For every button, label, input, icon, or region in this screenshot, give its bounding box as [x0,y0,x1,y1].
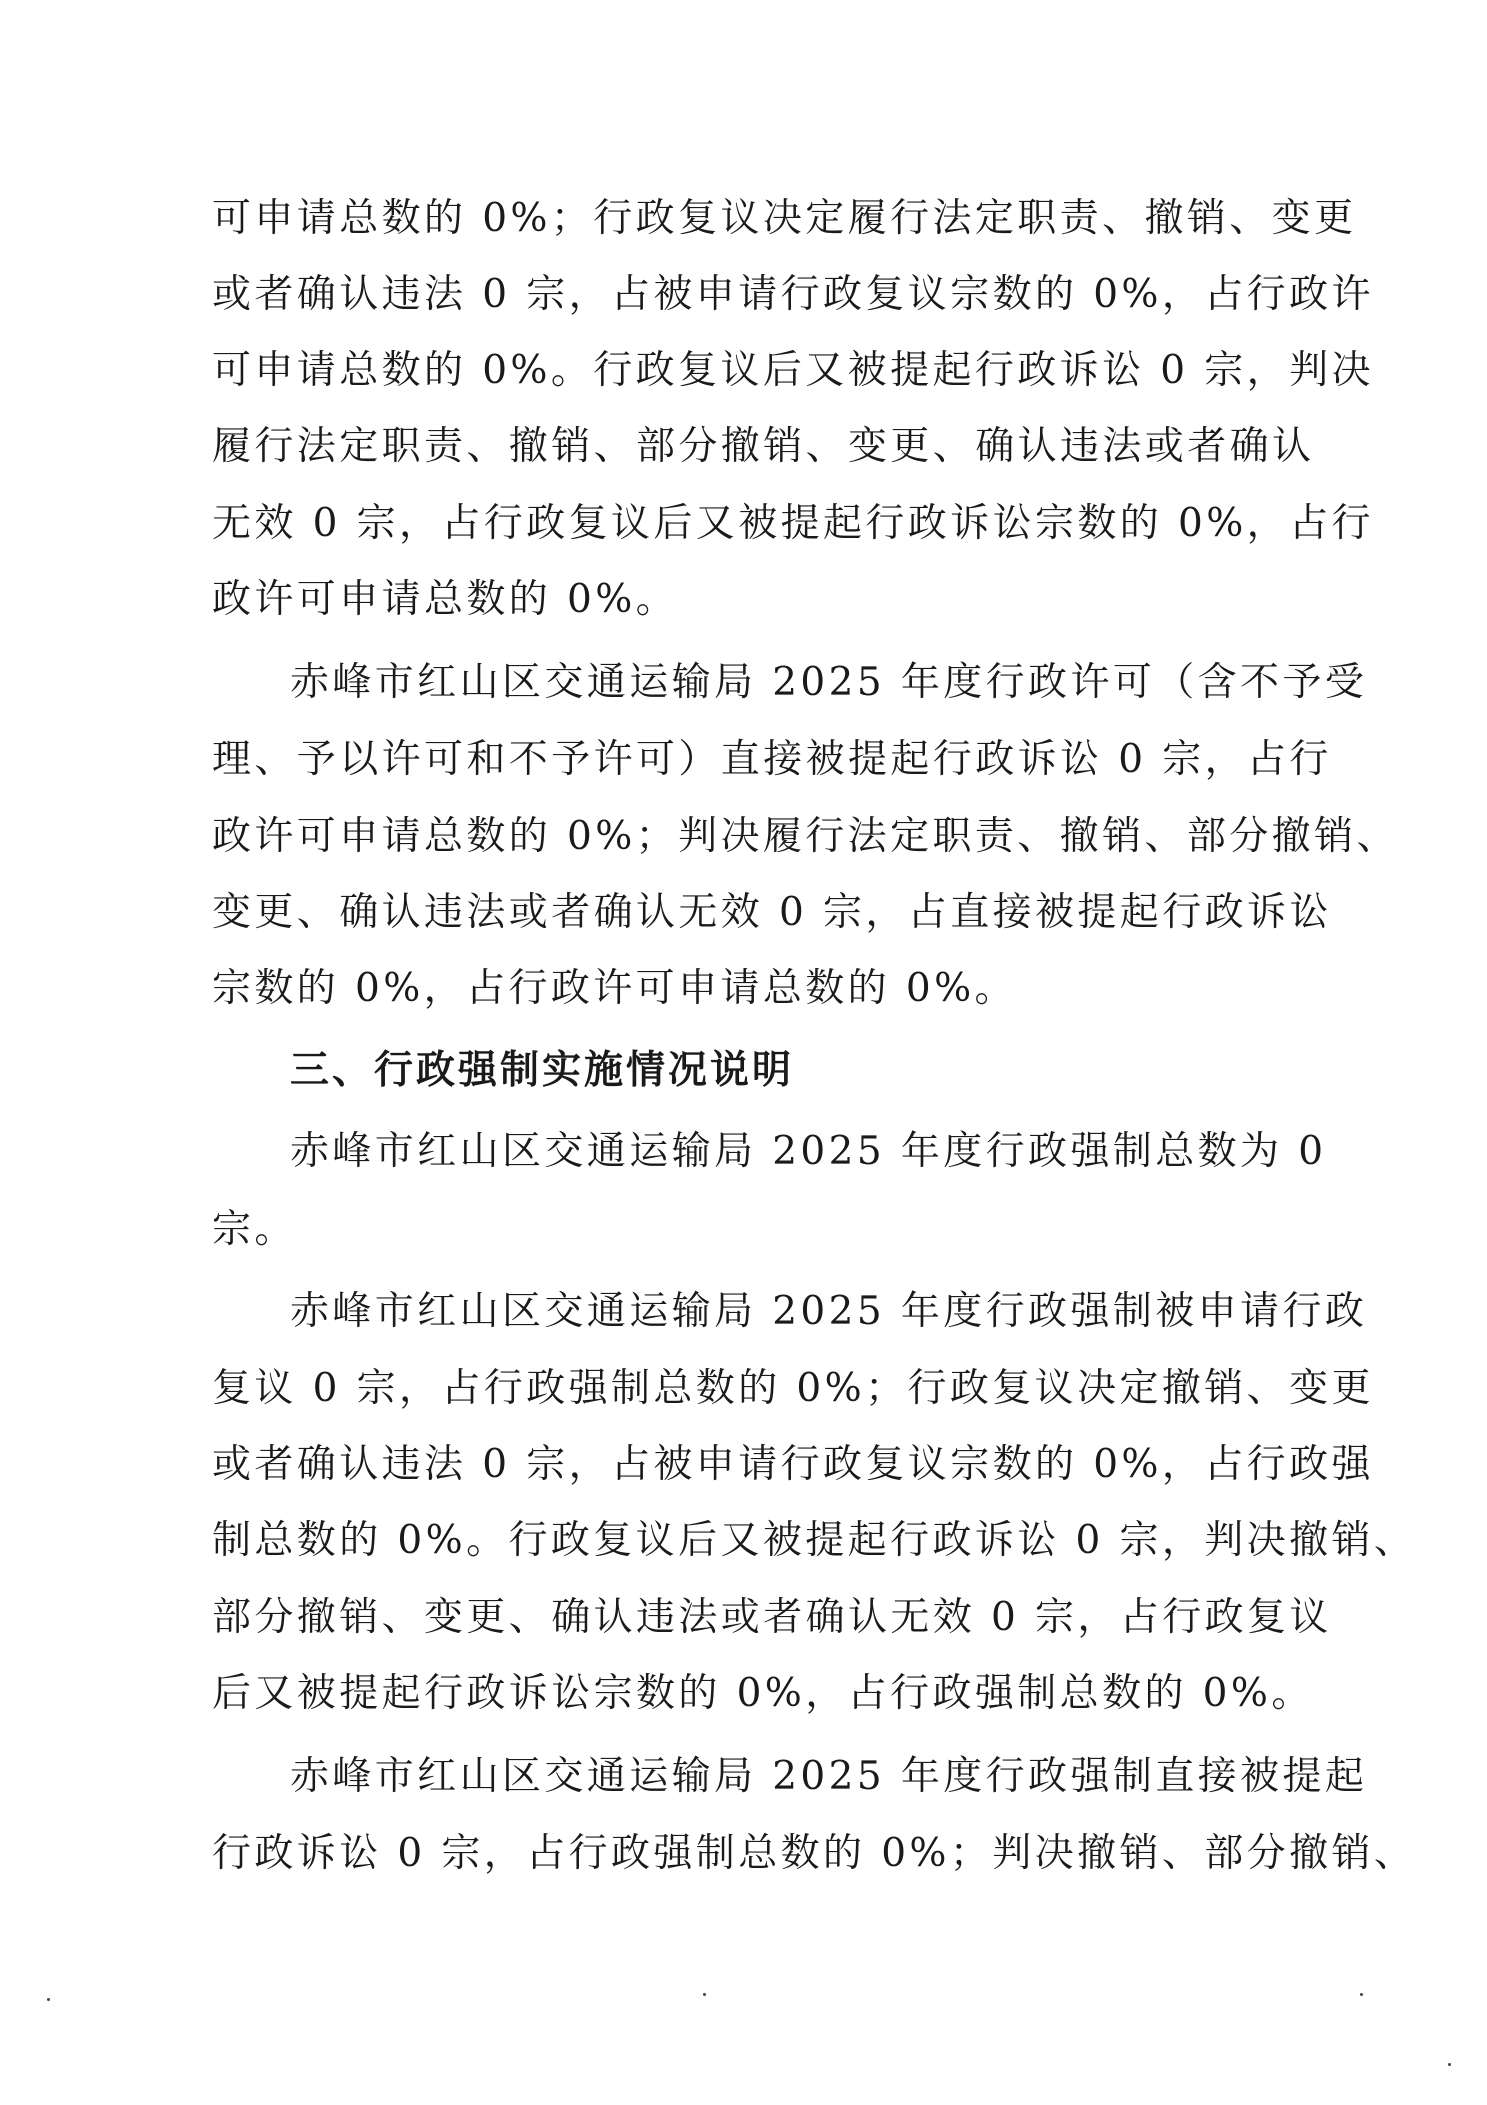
text-line: 理、予以许可和不予许可）直接被提起行政诉讼 0 宗，占行 [212,737,1332,782]
text-line: 后又被提起行政诉讼宗数的 0%，占行政强制总数的 0%。 [212,1671,1314,1716]
text-line: 宗。 [212,1207,297,1252]
text-line: 可申请总数的 0%。行政复议后又被提起行政诉讼 0 宗，判决 [212,348,1374,393]
scan-speck [47,1998,50,2001]
text-line: 部分撤销、变更、确认违法或者确认无效 0 宗，占行政复议 [212,1595,1332,1640]
scan-speck [1448,2063,1451,2066]
scan-speck [703,1993,706,1996]
text-line: 变更、确认违法或者确认无效 0 宗，占直接被提起行政诉讼 [212,890,1332,935]
text-line: 可申请总数的 0%；行政复议决定履行法定职责、撤销、变更 [212,196,1357,241]
text-line: 赤峰市红山区交通运输局 2025 年度行政强制直接被提起 [290,1754,1368,1799]
text-line: 赤峰市红山区交通运输局 2025 年度行政强制被申请行政 [290,1289,1368,1334]
text-line: 或者确认违法 0 宗，占被申请行政复议宗数的 0%，占行政强 [212,1442,1374,1487]
text-line: 行政诉讼 0 宗，占行政强制总数的 0%；判决撤销、部分撤销、 [212,1831,1417,1876]
text-line: 制总数的 0%。行政复议后又被提起行政诉讼 0 宗，判决撤销、 [212,1518,1417,1563]
text-line: 政许可申请总数的 0%。 [212,577,679,622]
text-line: 赤峰市红山区交通运输局 2025 年度行政强制总数为 0 [290,1129,1327,1174]
section-heading: 三、行政强制实施情况说明 [290,1048,795,1093]
text-line: 宗数的 0%，占行政许可申请总数的 0%。 [212,966,1017,1011]
text-line: 无效 0 宗，占行政复议后又被提起行政诉讼宗数的 0%，占行 [212,501,1374,546]
text-line: 政许可申请总数的 0%；判决履行法定职责、撤销、部分撤销、 [212,814,1399,859]
text-line: 赤峰市红山区交通运输局 2025 年度行政许可（含不予受 [290,660,1368,705]
text-line: 履行法定职责、撤销、部分撤销、变更、确认违法或者确认 [212,424,1315,469]
text-line: 或者确认违法 0 宗，占被申请行政复议宗数的 0%，占行政许 [212,272,1374,317]
scan-speck [1360,1993,1363,1996]
text-line: 复议 0 宗，占行政强制总数的 0%；行政复议决定撤销、变更 [212,1366,1374,1411]
